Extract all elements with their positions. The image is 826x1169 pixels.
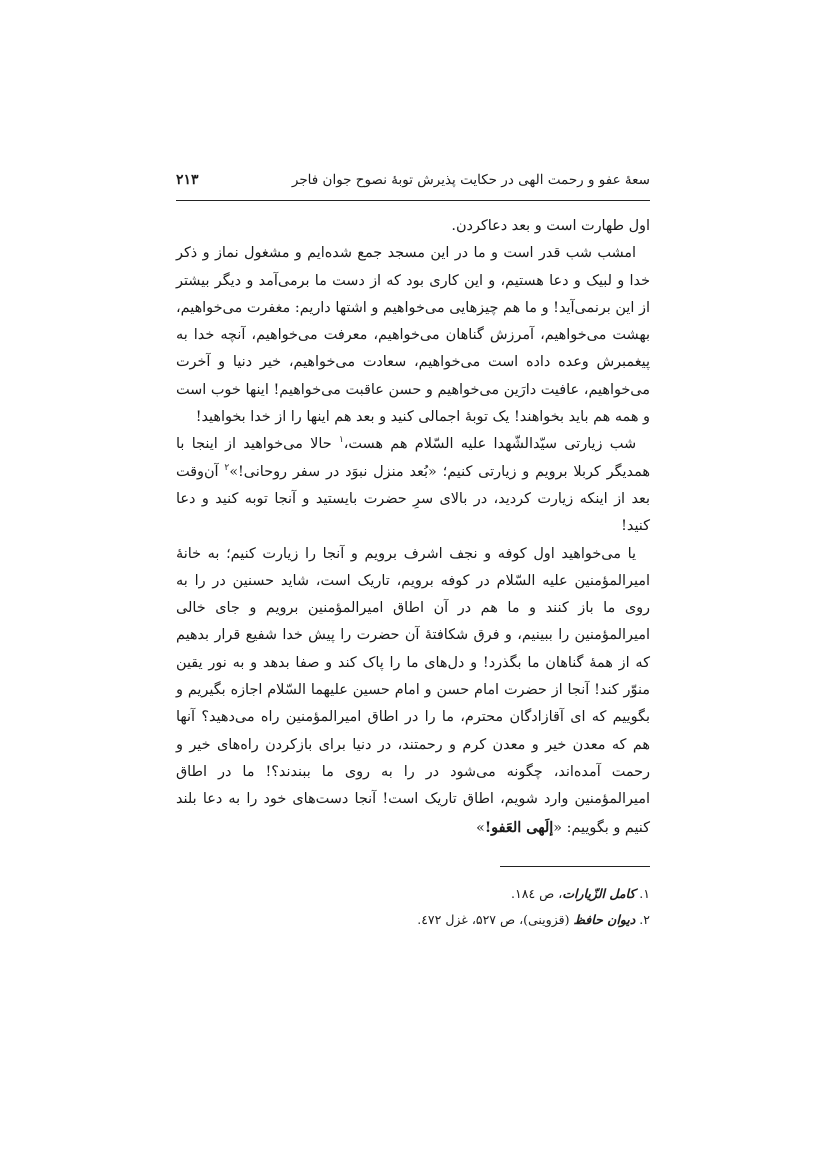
paragraph-3-part-a: شب زیارتی سیّدالشّهدا علیه السّلام هم هست، — [343, 436, 636, 453]
book-page — [176, 172, 650, 933]
paragraph-4-part-a: یا می‌خواهید اول کوفه و نجف اشرف برویم و آنجا را زیارت کنیم؛ به خانهٔ امیرالمؤمنین علیه السّلام در کوفه برویم، تاریک است، شاید حسنین در را به روی ما باز کنند و ما هم در آن اطاق امیرالمؤمنین برویم و جای خالی امیرالمؤمنین را ببینیم، و فرق شکافتهٔ آن حضرت را پیش خدا شفیع قرار بدهیم که از همهٔ گناهان ما بگذرد! و دل‌های ما را پاک کند و صفا بدهد و به نور یقین منوّر کند! آنجا از حضرت امام حسن و امام حسین علیهما السّلام اجازه بگیریم و بگوییم که ای آقازادگان محترم، ما را در اطاق امیرالمؤمنین راه می‌دهید؟ آنها هم که معدن خیر و معدن کرم و رحمتند، در دنیا برای بازکردن راه‌های خیر و رحمت آمده‌اند، چگونه می‌شود در را به روی ما ببندند؟! ما در اطاق امیرالمؤمنین وارد شویم، اطاق تاریک است! آنجا دست‌های خود را به دعا بلند کنیم و بگوییم: « — [176, 545, 650, 836]
paragraph-4 — [176, 541, 650, 842]
footnote-2-number: ۲. — [639, 911, 650, 927]
paragraph-1: اول طهارت است و بعد دعاکردن. — [451, 218, 650, 234]
footnote-2-rest: (قزوینی)، ص ۵۲۷، غزل ٤۷۲. — [417, 911, 574, 927]
running-title: سعهٔ عفو و رحمت الهی در حکایت پذیرش توبهٔ نصوح جوان فاجر — [291, 172, 650, 188]
body-text — [176, 213, 650, 842]
paragraph-2: امشب شب قدر است و ما در این مسجد جمع شده‌ایم و مشغول نماز و ذکر خدا و لبیک و دعا هستیم، و این کاری بود که از دست ما برمی‌آمد و دیگر بیشتر از این برنمی‌آید! و ما هم چیزهایی می‌خواهیم و اشتها داریم: مغفرت می‌خواهیم، بهشت می‌خواهیم، آمرزش گناهان می‌خواهیم، معرفت می‌خواهیم، آنچه خدا به پیغمبرش وعده داده است می‌خواهیم، سعادت می‌خواهیم، خیر دنیا و آخرت می‌خواهیم، عافیت دارَین می‌خواهیم و حسن عاقبت می‌خواهیم! اینها خوب است و همه هم باید بخواهند! یک توبهٔ اجمالی کنید و بعد هم اینها را از خدا بخواهید! — [176, 245, 650, 426]
paragraph-3-part-c: آن‌وقت بعد از اینکه زیارت کردید، در بالای سرِ حضرت بایستید و آنجا توبه کنید و دعا کنید! — [176, 463, 650, 535]
paragraph-3-part-b: حالا می‌خواهید از اینجا با همدیگر کربلا برویم و زیارتی کنیم؛ «بُعد منزل نبوَد در سفر روحانی!» — [176, 436, 650, 480]
footnote-1-title: کامل الزّیارات — [562, 885, 636, 901]
paragraph-4-end: » — [476, 819, 485, 836]
header-rule — [176, 200, 650, 201]
footnote-rule — [500, 866, 650, 867]
footnote-1-rest: ، ص ۱۸٤. — [511, 885, 563, 901]
prayer-phrase: إلَهی العَفو! — [484, 818, 554, 836]
page-header — [176, 172, 650, 200]
footnote-ref-2: ۲ — [224, 462, 230, 473]
page-number: ۲۱۳ — [176, 172, 199, 188]
footnote-1 — [176, 881, 650, 907]
footnote-2 — [176, 907, 650, 933]
footnote-1-number: ۱. — [639, 885, 650, 901]
footnote-ref-1: ۱ — [338, 435, 344, 446]
footnote-2-title: دیوان حافظ — [573, 911, 636, 927]
footnotes — [176, 881, 650, 933]
paragraph-3 — [176, 431, 650, 540]
